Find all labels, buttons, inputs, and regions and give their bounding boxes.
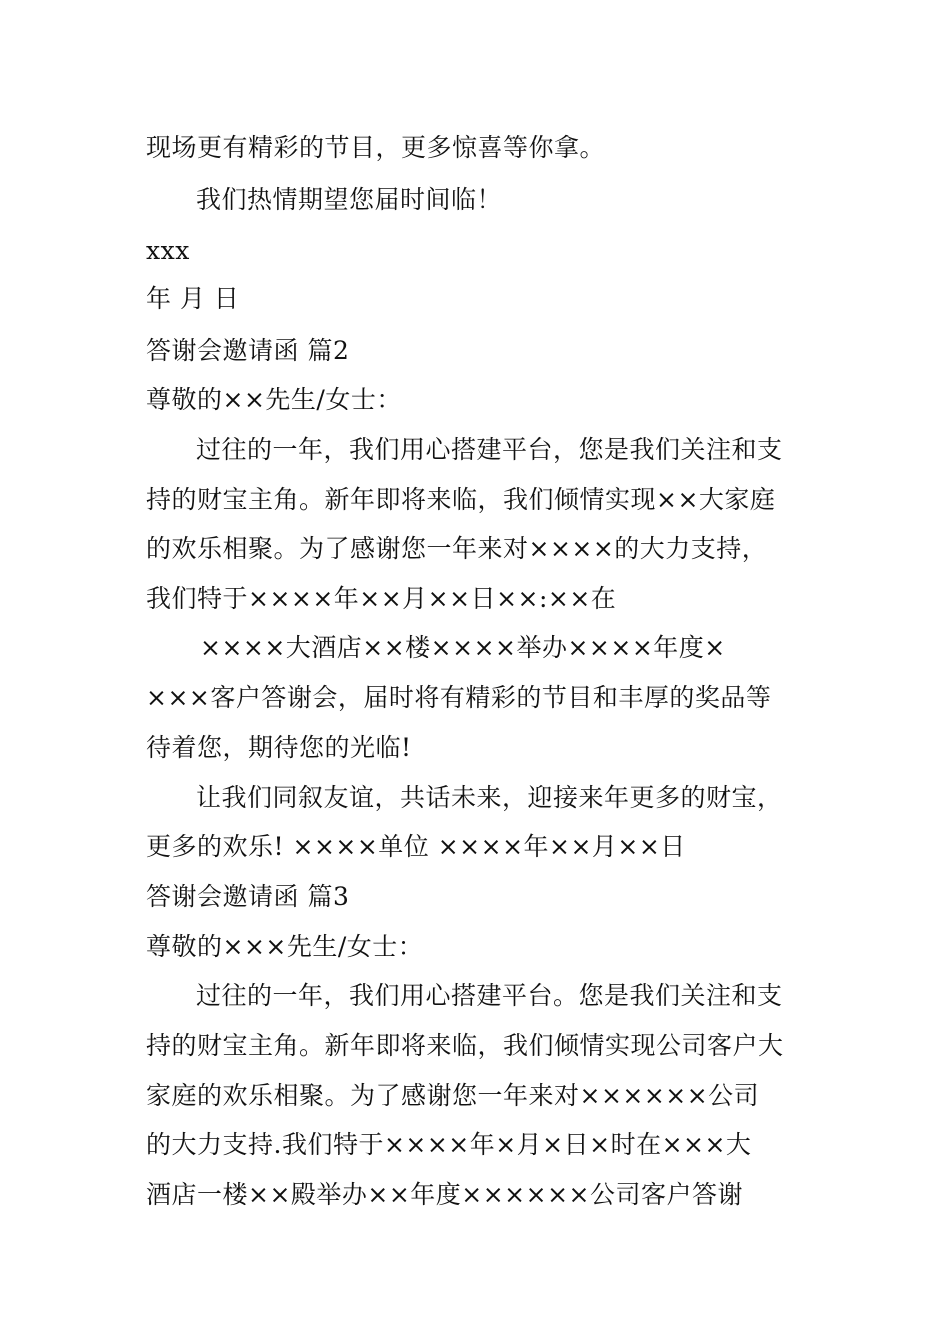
text-line: 现场更有精彩的节目，更多惊喜等你拿。 <box>146 133 606 162</box>
salutation: 尊敬的××先生/女士： <box>146 385 402 414</box>
text-line: 持的财宝主角。新年即将来临，我们倾情实现公司客户大 <box>146 1031 784 1060</box>
section-heading: 答谢会邀请函 篇3 <box>146 882 350 911</box>
text-line: ××××大酒店××楼××××举办××××年度× <box>200 633 726 662</box>
text-line: 待着您，期待您的光临! <box>146 733 412 762</box>
text-line: 家庭的欢乐相聚。为了感谢您一年来对××××××公司 <box>146 1081 760 1110</box>
text-line: ×××客户答谢会，届时将有精彩的节目和丰厚的奖品等 <box>146 683 772 712</box>
text-line: 我们特于××××年××月××日××:××在 <box>146 584 617 613</box>
section-heading: 答谢会邀请函 篇2 <box>146 336 350 365</box>
text-line: 的大力支持.我们特于××××年×月×日×时在×××大 <box>146 1130 752 1159</box>
text-line: 更多的欢乐! ××××单位 ××××年××月××日 <box>146 832 686 861</box>
text-line: 酒店一楼××殿举办××年度××××××公司客户答谢 <box>146 1180 743 1209</box>
text-line: 让我们同叙友谊，共话未来，迎接来年更多的财宝， <box>196 783 783 812</box>
signature-line: xxx <box>146 236 190 265</box>
text-line: 过往的一年，我们用心搭建平台，您是我们关注和支 <box>196 435 783 464</box>
text-line: 的欢乐相聚。为了感谢您一年来对××××的大力支持， <box>146 534 768 563</box>
text-line: 过往的一年，我们用心搭建平台。您是我们关注和支 <box>196 981 783 1010</box>
text-line: 持的财宝主角。新年即将来临，我们倾情实现××大家庭 <box>146 485 776 514</box>
date-line: 年 月 日 <box>146 284 240 313</box>
text-line: 我们热情期望您届时间临！ <box>196 185 503 214</box>
salutation: 尊敬的×××先生/女士： <box>146 932 424 961</box>
